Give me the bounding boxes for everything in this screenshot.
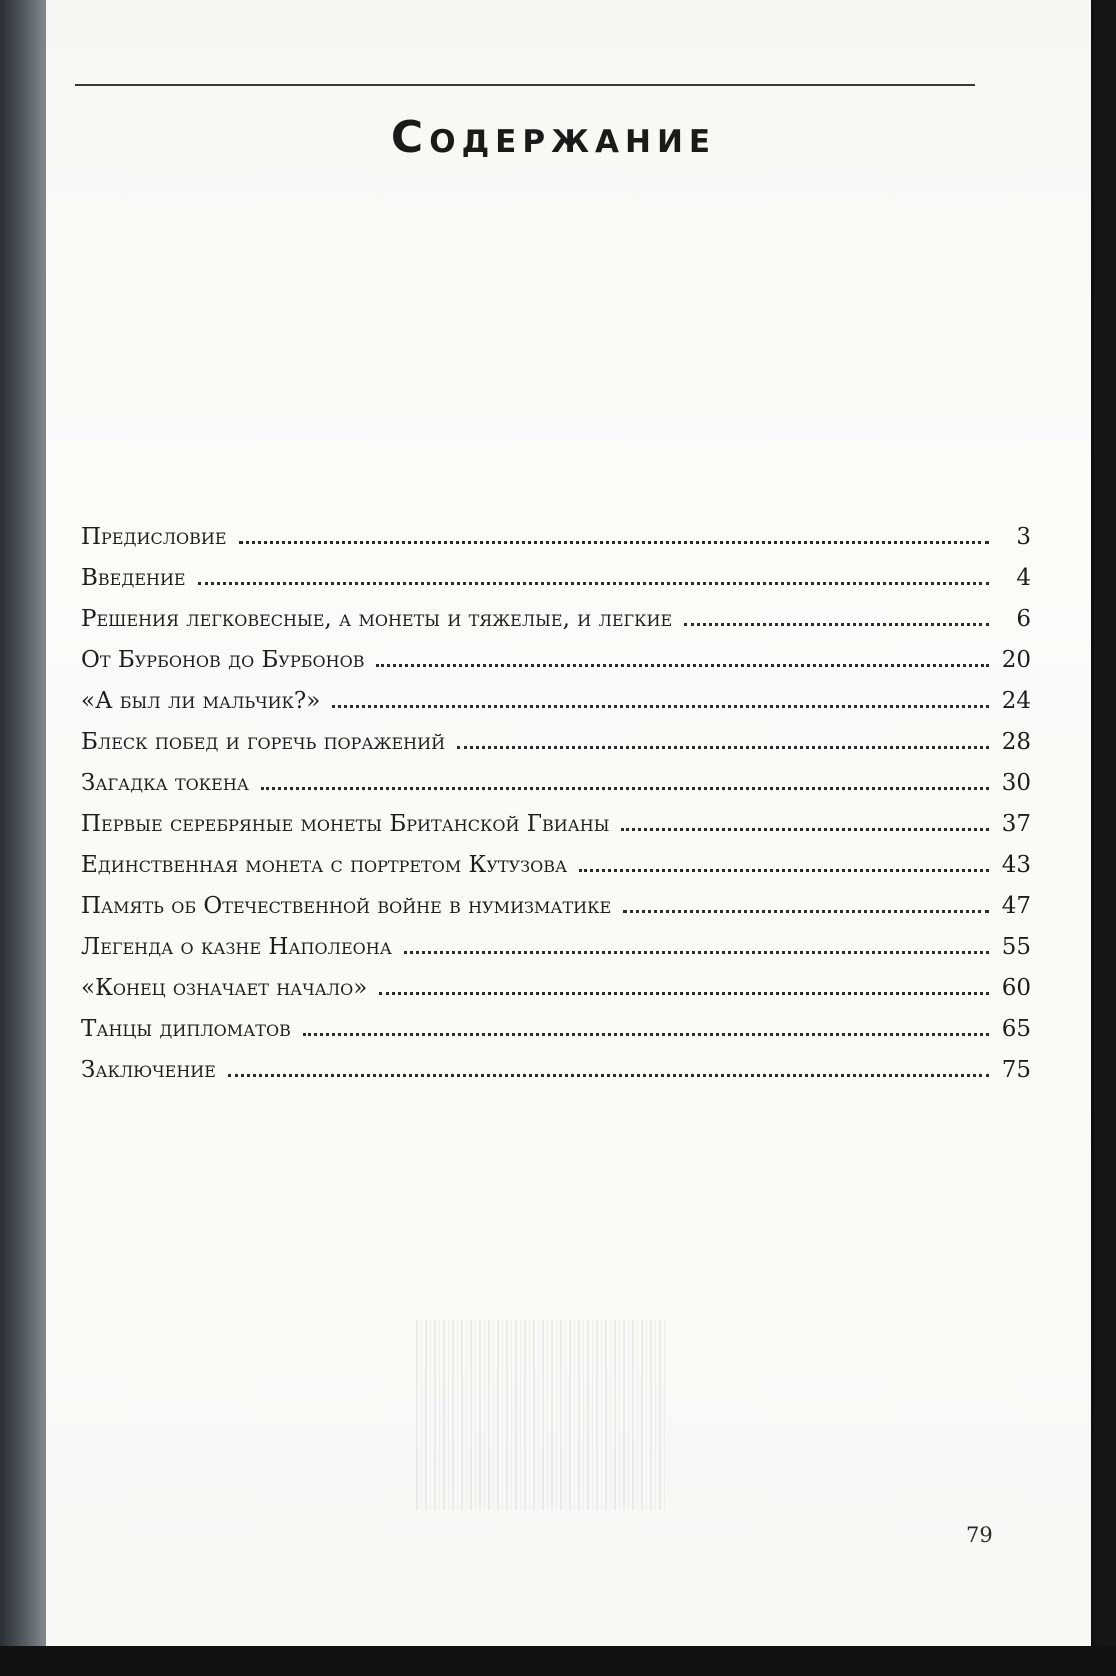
toc-entry-title: Загадка токена (81, 770, 249, 796)
toc-entry[interactable] (81, 606, 1031, 647)
scanner-shadow-bottom (0, 1646, 1116, 1676)
toc-entry-page: 20 (1001, 647, 1031, 673)
page-title: Содержание (390, 112, 717, 163)
toc-entry-title: Введение (81, 565, 186, 591)
table-of-contents (81, 524, 1031, 1098)
toc-entry-page: 30 (1001, 770, 1031, 796)
toc-entry[interactable] (81, 647, 1031, 688)
toc-entry-title: «А был ли мальчик?» (81, 688, 321, 714)
toc-entry-title: Легенда о казне Наполеона (81, 934, 392, 960)
toc-dot-leader (621, 828, 989, 831)
toc-entry[interactable] (81, 688, 1031, 729)
toc-entry-title: Первые серебряные монеты Британской Гвианы (81, 811, 610, 837)
toc-dot-leader (404, 951, 989, 954)
toc-entry-page: 47 (1001, 893, 1031, 919)
toc-entry-title: Единственная монета с портретом Кутузова (81, 852, 568, 878)
toc-entry[interactable] (81, 565, 1031, 606)
toc-dot-leader (457, 746, 989, 749)
toc-entry-title: Предисловие (81, 524, 227, 550)
scanner-shadow-left (0, 0, 50, 1676)
toc-entry-page: 65 (1001, 1016, 1031, 1042)
top-rule (75, 84, 975, 86)
toc-entry[interactable] (81, 770, 1031, 811)
book-page (46, 0, 1091, 1646)
toc-dot-leader (332, 705, 989, 708)
toc-entry[interactable] (81, 1016, 1031, 1057)
toc-dot-leader (376, 664, 989, 667)
toc-entry[interactable] (81, 975, 1031, 1016)
toc-dot-leader (379, 992, 989, 995)
toc-entry[interactable] (81, 524, 1031, 565)
toc-dot-leader (198, 582, 989, 585)
toc-entry-page: 60 (1001, 975, 1031, 1001)
toc-entry[interactable] (81, 934, 1031, 975)
toc-entry-title: Блеск побед и горечь поражений (81, 729, 446, 755)
toc-entry-title: Заключение (81, 1057, 216, 1083)
toc-entry-page: 6 (1016, 606, 1031, 632)
toc-entry-page: 24 (1001, 688, 1031, 714)
toc-entry[interactable] (81, 1057, 1031, 1098)
toc-dot-leader (239, 541, 989, 544)
toc-entry[interactable] (81, 852, 1031, 893)
toc-entry-page: 4 (1016, 565, 1031, 591)
toc-entry-title: Танцы дипломатов (81, 1016, 291, 1042)
toc-entry-title: Решения легковесные, а монеты и тяжелые, и легкие (81, 606, 673, 632)
toc-entry[interactable] (81, 729, 1031, 770)
toc-dot-leader (684, 623, 989, 626)
toc-entry-page: 75 (1001, 1057, 1031, 1083)
toc-dot-leader (261, 787, 989, 790)
toc-entry-title: «Конец означает начало» (81, 975, 368, 1001)
toc-entry[interactable] (81, 893, 1031, 934)
toc-dot-leader (623, 910, 989, 913)
toc-entry-page: 3 (1016, 524, 1031, 550)
toc-entry-page: 55 (1001, 934, 1031, 960)
toc-entry-page: 28 (1001, 729, 1031, 755)
toc-dot-leader (579, 869, 989, 872)
toc-entry-page: 43 (1001, 852, 1031, 878)
toc-entry-page: 37 (1001, 811, 1031, 837)
toc-entry[interactable] (81, 811, 1031, 852)
page-number: 79 (966, 1523, 993, 1547)
toc-dot-leader (228, 1074, 989, 1077)
toc-entry-title: Память об Отечественной войне в нумизматике (81, 893, 612, 919)
barcode-bleed-through (416, 1320, 666, 1510)
toc-entry-title: От Бурбонов до Бурбонов (81, 647, 365, 673)
toc-dot-leader (303, 1033, 989, 1036)
